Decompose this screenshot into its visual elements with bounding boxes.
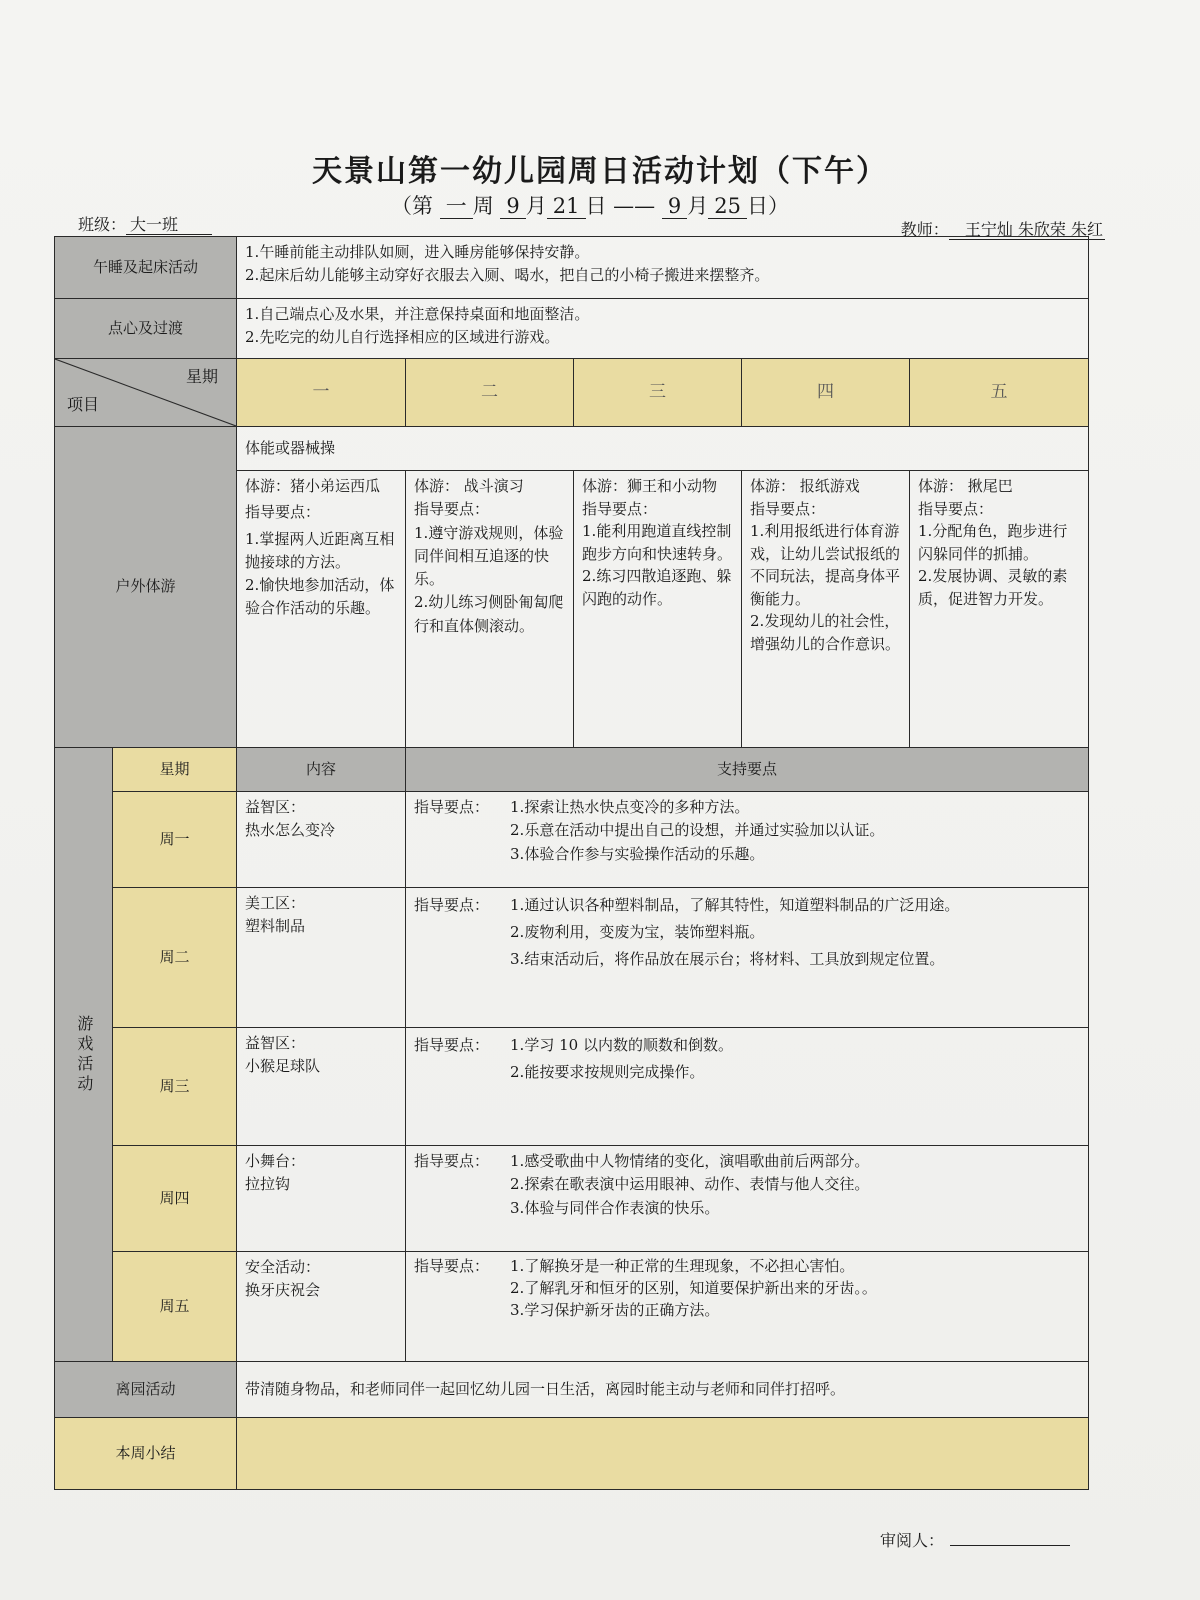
outdoor-top-row (55, 427, 1089, 471)
nap-line-1: 1.午睡前能主动排队如厕，进入睡房能够保持安静。 (245, 243, 590, 261)
summary-label: 本周小结 (55, 1418, 237, 1490)
outdoor-point: 2.发现幼儿的社会性，增强幼儿的合作意识。 (750, 612, 901, 653)
snack-label: 点心及过渡 (55, 299, 237, 359)
month-suffix-2: 月 (687, 194, 709, 218)
weekday-header-label: 星期 (186, 367, 219, 386)
date-suffix: 日） (746, 194, 789, 218)
outdoor-key: 指导要点： (414, 500, 490, 519)
outdoor-key: 指导要点： (918, 499, 994, 518)
games-content (237, 1028, 406, 1146)
games-point: 1.感受歌曲中人物情绪的变化，演唱歌曲前后两部分。 (510, 1152, 870, 1170)
games-content (237, 888, 406, 1028)
games-header-row (55, 748, 1089, 792)
games-day: 周五 (113, 1252, 237, 1362)
games-col-day: 星期 (113, 748, 237, 792)
outdoor-game: 体游：猪小弟运西瓜 (245, 477, 381, 495)
outdoor-key: 指导要点： (582, 499, 658, 518)
outdoor-point: 2.练习四散追逐跑、躲闪跑的动作。 (582, 567, 732, 608)
games-point: 1.了解换牙是一种正常的生理现象，不必担心害怕。 (510, 1257, 855, 1275)
games-row-tue (55, 888, 1089, 1028)
day-header-wed: 三 (574, 359, 742, 427)
games-key: 指导要点： (414, 1036, 490, 1054)
games-support (406, 792, 1089, 888)
outdoor-point: 2.愉快地参加活动，体验合作活动的乐趣。 (245, 576, 395, 618)
games-row-thu (55, 1146, 1089, 1252)
outdoor-point: 2.发展协调、灵敏的素质，促进智力开发。 (918, 567, 1068, 608)
week-number: 一 (440, 194, 473, 219)
games-topic: 热水怎么变冷 (245, 821, 336, 840)
outdoor-game: 体游：狮王和小动物 (582, 477, 718, 495)
diagonal-header-cell (55, 359, 237, 427)
nap-content (237, 237, 1089, 299)
games-point: 2.废物利用，变废为宝，装饰塑料瓶。 (510, 923, 765, 941)
games-key: 指导要点： (414, 896, 490, 914)
day-header-fri: 五 (910, 359, 1089, 427)
page-title: 天景山第一幼儿园周日活动计划（下午） (312, 154, 888, 189)
games-key: 指导要点： (414, 1152, 490, 1170)
outdoor-game: 体游： 战斗演习 (414, 477, 524, 495)
outdoor-col-tue (406, 471, 574, 748)
games-point: 2.探索在歌表演中运用眼神、动作、表情与他人交往。 (510, 1175, 870, 1194)
day-header-thu: 四 (742, 359, 910, 427)
snack-content (237, 299, 1089, 359)
reviewer-label: 审阅人： (880, 1531, 945, 1550)
leave-row (55, 1362, 1089, 1418)
month-suffix-1: 月 (525, 194, 547, 218)
date-prefix: （第 (391, 194, 434, 218)
games-area: 益智区： (245, 798, 306, 816)
games-area: 小舞台： (245, 1152, 306, 1170)
games-day: 周二 (113, 888, 237, 1028)
games-point: 1.通过认识各种塑料制品，了解其特性，知道塑料制品的广泛用途。 (510, 896, 960, 914)
games-point: 1.探索让热水快点变冷的多种方法。 (510, 798, 750, 816)
day-suffix-1: 日 —— (585, 194, 662, 218)
games-point: 3.学习保护新牙齿的正确方法。 (510, 1300, 720, 1319)
outdoor-top: 体能或器械操 (237, 427, 1089, 471)
leave-label: 离园活动 (55, 1362, 237, 1418)
reviewer-field (880, 1528, 1070, 1551)
games-area: 益智区： (245, 1034, 306, 1052)
nap-label: 午睡及起床活动 (55, 237, 237, 299)
week-suffix: 周 (472, 194, 494, 218)
games-area: 美工区： (245, 894, 306, 912)
outdoor-col-wed (574, 471, 742, 748)
games-point: 3.结束活动后，将作品放在展示台；将材料、工具放到规定位置。 (510, 950, 945, 968)
games-point: 3.体验合作参与实验操作活动的乐趣。 (510, 844, 765, 863)
leave-text: 带清随身物品，和老师同伴一起回忆幼儿园一日生活，离园时能主动与老师和同伴打招呼。 (237, 1362, 1089, 1418)
games-topic: 换牙庆祝会 (245, 1281, 321, 1300)
snack-row (55, 299, 1089, 359)
class-value: 大一班 (126, 215, 212, 235)
summary-row (55, 1418, 1089, 1490)
games-key: 指导要点： (414, 798, 490, 816)
games-day: 周一 (113, 792, 237, 888)
games-support (406, 888, 1089, 1028)
day-header-mon: 一 (237, 359, 406, 427)
snack-line-1: 1.自己端点心及水果，并注意保持桌面和地面整洁。 (245, 305, 590, 323)
games-label: 游戏活动 (55, 748, 113, 1362)
outdoor-key: 指导要点： (750, 499, 826, 518)
games-point: 2.乐意在活动中提出自己的设想，并通过实验加以认证。 (510, 821, 885, 840)
start-month: 9 (500, 194, 525, 219)
end-day: 25 (708, 194, 747, 219)
outdoor-point: 1.掌握两人近距离互相抛接球的方法。 (245, 529, 395, 571)
games-topic: 小猴足球队 (245, 1057, 321, 1076)
reviewer-signature-line[interactable] (950, 1531, 1070, 1546)
games-col-content: 内容 (237, 748, 406, 792)
weekday-header-row (55, 359, 1089, 427)
games-day: 周四 (113, 1146, 237, 1252)
games-topic: 塑料制品 (245, 917, 306, 936)
outdoor-point: 1.能利用跑道直线控制跑步方向和快速转身。 (582, 522, 733, 563)
outdoor-game: 体游： 揪尾巴 (918, 477, 1013, 495)
games-content (237, 1252, 406, 1362)
summary-content[interactable] (237, 1418, 1089, 1490)
outdoor-key: 指导要点： (245, 503, 321, 522)
outdoor-point: 1.利用报纸进行体育游戏，让幼儿尝试报纸的不同玩法，提高身体平衡能力。 (750, 522, 901, 608)
games-point: 2.了解乳牙和恒牙的区别，知道要保护新出来的牙齿。。 (510, 1278, 877, 1297)
games-content (237, 1146, 406, 1252)
outdoor-point: 1.分配角色，跑步进行闪躲同伴的抓捕。 (918, 522, 1068, 563)
games-point: 3.体验与同伴合作表演的快乐。 (510, 1198, 720, 1217)
teacher-label: 教师： (900, 220, 949, 239)
teacher-value: 王宁灿 朱欣荣 朱红 (949, 220, 1105, 240)
games-area: 安全活动： (245, 1258, 321, 1276)
outdoor-point: 1.遵守游戏规则，体验同伴间相互追逐的快乐。 (414, 523, 564, 588)
outdoor-label: 户外体游 (55, 427, 237, 748)
outdoor-col-thu (742, 471, 910, 748)
start-day: 21 (547, 194, 586, 219)
day-header-tue: 二 (406, 359, 574, 427)
outdoor-game: 体游： 报纸游戏 (750, 477, 860, 495)
games-row-wed (55, 1028, 1089, 1146)
games-key: 指导要点： (414, 1257, 490, 1275)
outdoor-col-mon (237, 471, 406, 748)
games-support (406, 1146, 1089, 1252)
games-row-mon (55, 792, 1089, 888)
games-day: 周三 (113, 1028, 237, 1146)
games-col-support: 支持要点 (406, 748, 1089, 792)
games-topic: 拉拉钩 (245, 1175, 291, 1194)
nap-row (55, 237, 1089, 299)
games-point: 2.能按要求按规则完成操作。 (510, 1063, 705, 1081)
item-header-label: 项目 (67, 395, 100, 415)
outdoor-col-fri (910, 471, 1089, 748)
end-month: 9 (662, 194, 687, 219)
games-support (406, 1252, 1089, 1362)
games-point: 1.学习 10 以内数的顺数和倒数。 (510, 1036, 733, 1054)
snack-line-2: 2.先吃完的幼儿自行选择相应的区域进行游戏。 (245, 328, 560, 347)
activity-plan-table (54, 236, 1089, 1490)
games-row-fri (55, 1252, 1089, 1362)
outdoor-point: 2.幼儿练习侧卧匍匐爬行和直体侧滚动。 (414, 593, 564, 635)
games-support (406, 1028, 1089, 1146)
class-field (78, 212, 212, 235)
nap-line-2: 2.起床后幼儿能够主动穿好衣服去入厕、喝水，把自己的小椅子搬进来摆整齐。 (245, 266, 770, 285)
class-label: 班级： (78, 215, 127, 234)
games-content (237, 792, 406, 888)
